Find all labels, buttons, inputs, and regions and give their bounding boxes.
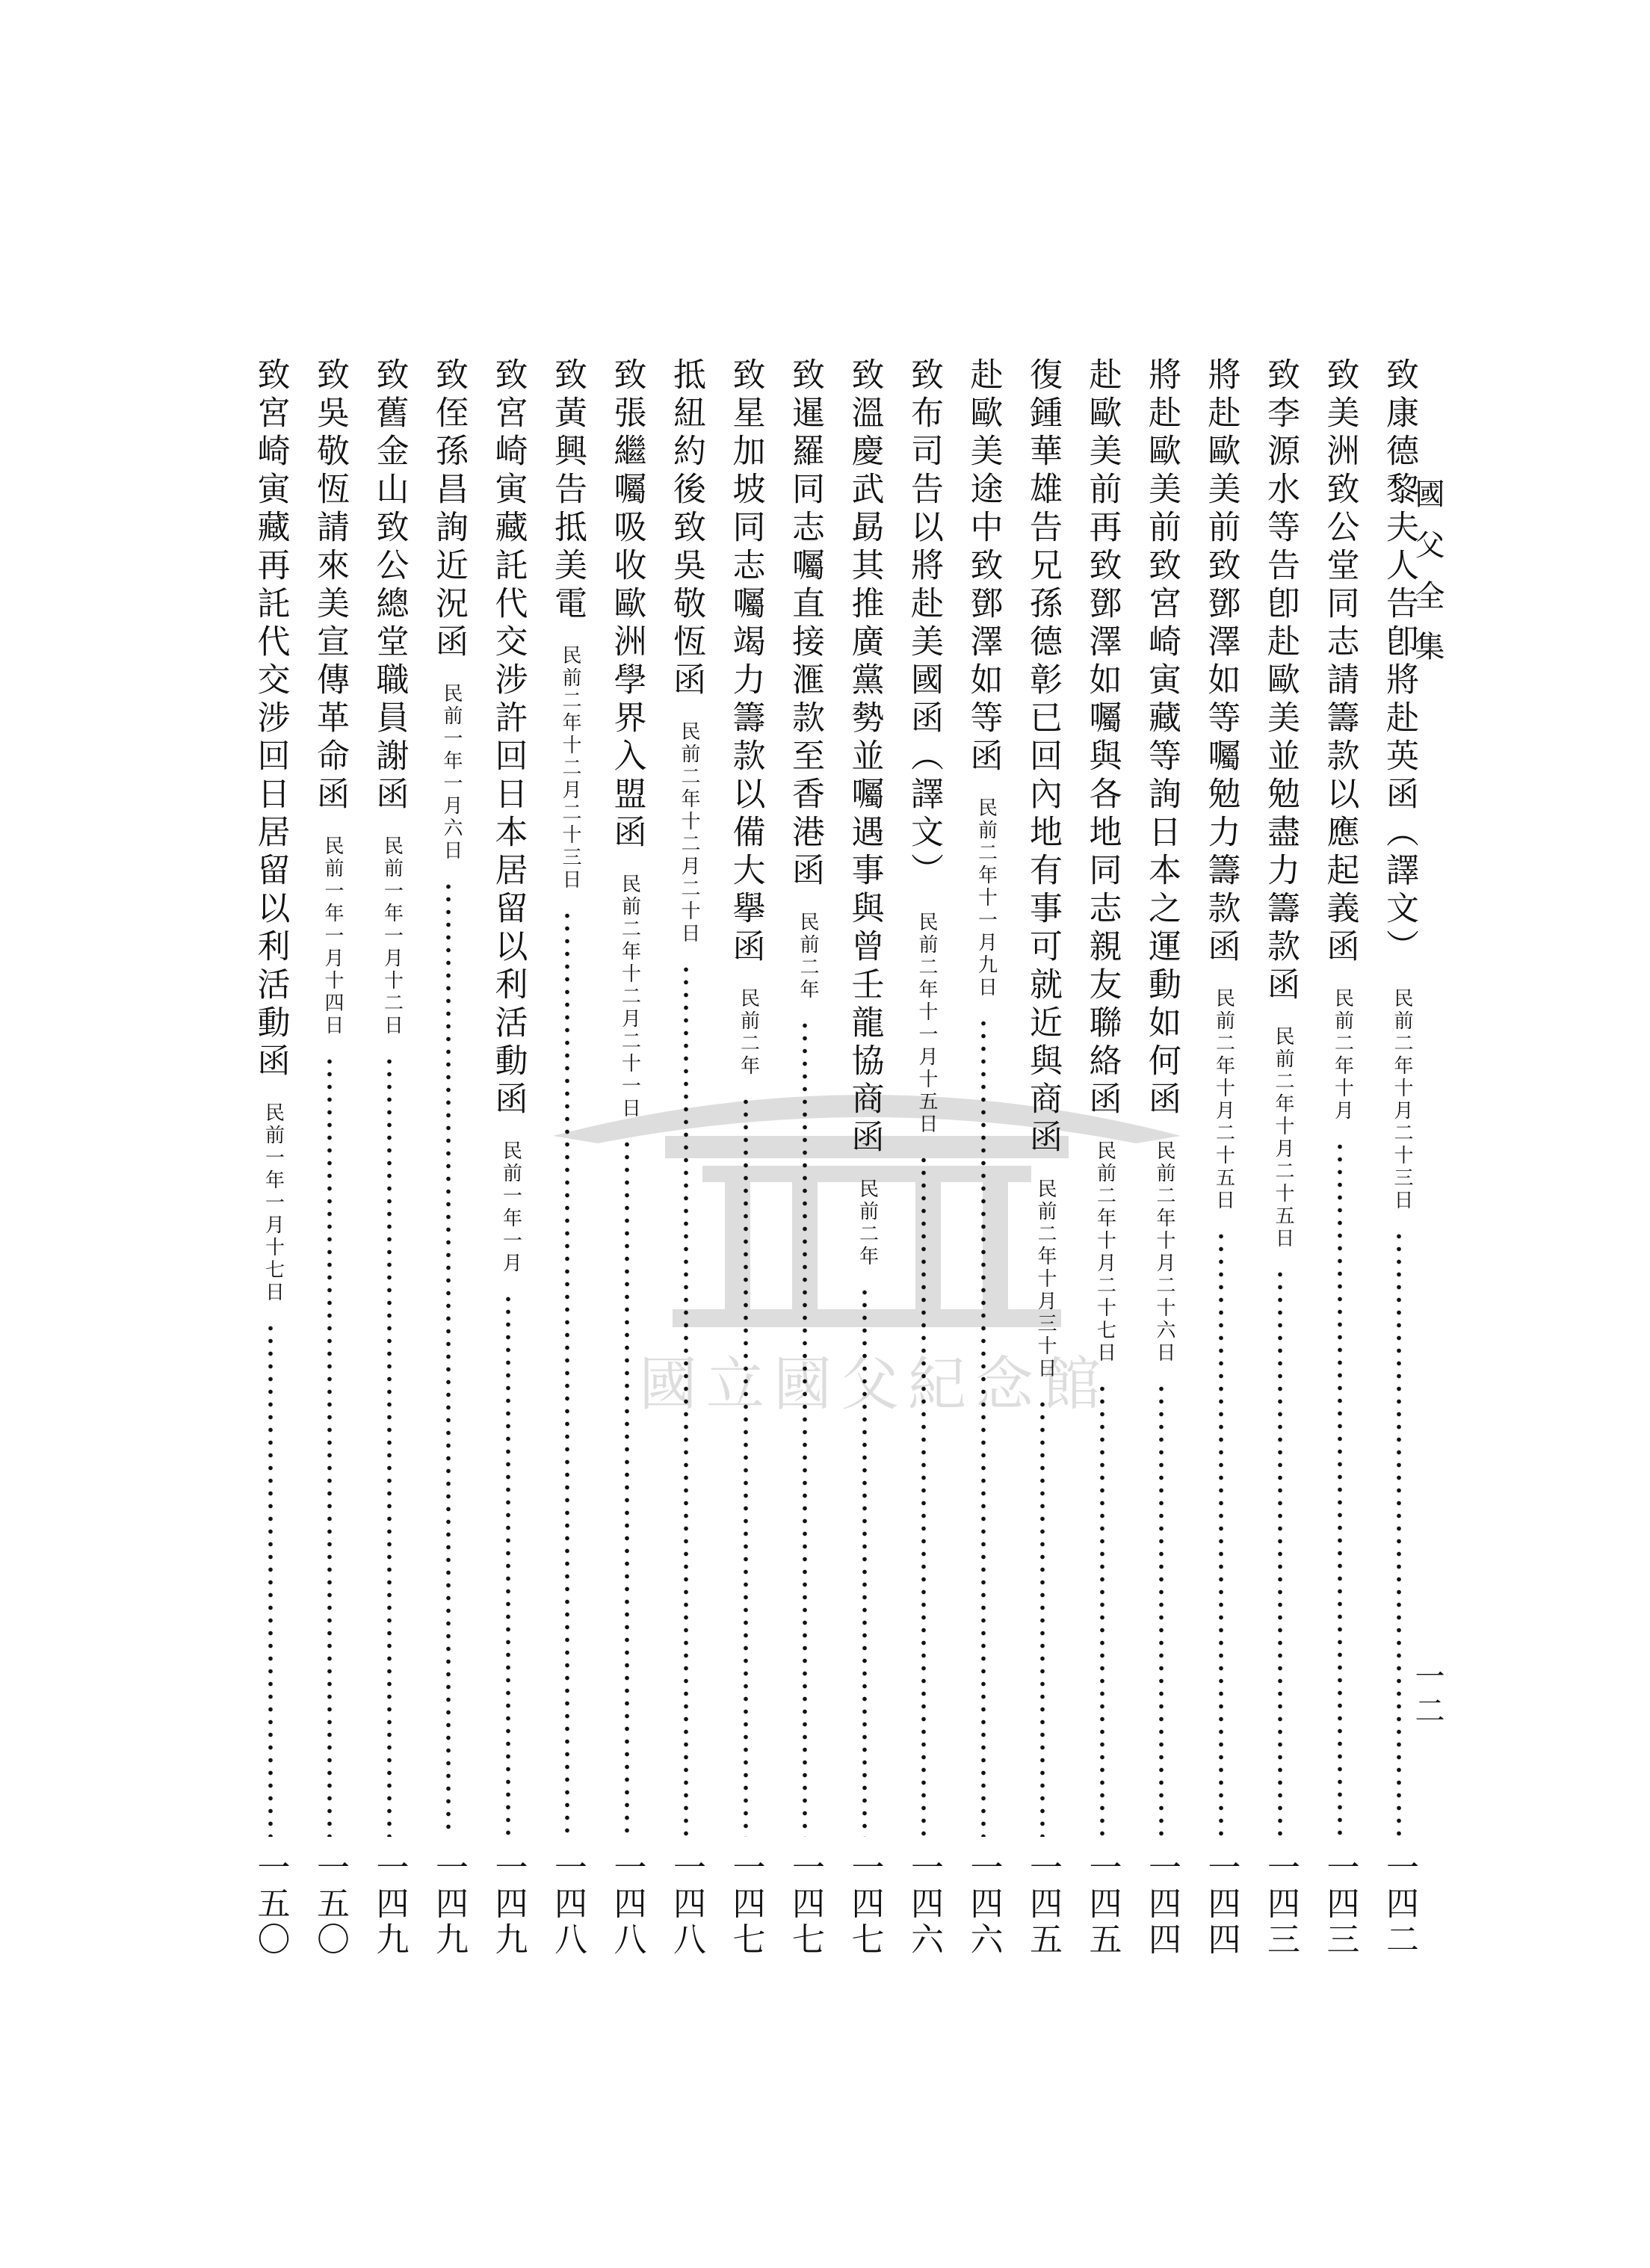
- toc-entry: [1313, 357, 1367, 2001]
- toc-entry: [659, 357, 713, 2001]
- entry-title: 致張繼囑吸收歐洲學界入盟函: [608, 357, 646, 853]
- entry-date: 民前二年十二月二十三日: [559, 645, 581, 892]
- entry-page-number: 一四八: [608, 1850, 646, 1958]
- entry-title: 致康德黎夫人告卽將赴英函（譯文）: [1380, 357, 1418, 967]
- entry-title: 致黃興告抵美電: [549, 357, 587, 624]
- toc-entry: [957, 357, 1010, 2001]
- toc-entry: [1134, 357, 1188, 2001]
- toc-entry: [244, 357, 297, 2001]
- entry-title: 致布司告以將赴美國函（譯文）: [905, 357, 943, 891]
- entry-page-number: 一四八: [667, 1850, 705, 1958]
- toc-entry: [540, 357, 594, 2001]
- entry-date: 民前二年十一月十五日: [915, 912, 938, 1136]
- entry-title: 將赴歐美前致鄧澤如等囑勉力籌款函: [1202, 357, 1240, 967]
- toc-entry: [719, 357, 773, 2001]
- entry-date: 民前一年一月: [499, 1140, 522, 1275]
- dot-leader: [1335, 1140, 1344, 1837]
- dot-leader: [860, 1286, 869, 1837]
- dot-leader: [1394, 1230, 1403, 1837]
- toc-entry: [1016, 357, 1069, 2001]
- entry-page-number: 一四二: [1380, 1850, 1418, 1958]
- entry-title: 致宮崎寅藏託代交涉許回日本居留以利活動函: [489, 357, 528, 1119]
- toc-entry: [303, 357, 356, 2001]
- entry-page-number: 一四七: [726, 1850, 765, 1958]
- entry-title: 復鍾華雄告兄孫德彰已回內地有事可就近與商函: [1024, 357, 1062, 1158]
- entry-page-number: 一四八: [549, 1850, 587, 1958]
- running-header-title: 國父全集: [1410, 478, 1444, 682]
- entry-date: 民前二年: [797, 912, 819, 1001]
- dot-leader: [800, 1019, 809, 1837]
- toc-entry: [1372, 357, 1426, 2001]
- entry-title: 致李源水等告卽赴歐美並勉盡力籌款函: [1261, 357, 1300, 1005]
- toc-entry: [481, 357, 535, 2001]
- entry-page-number: 一四九: [370, 1850, 409, 1958]
- entry-page-number: 一四六: [964, 1850, 1003, 1958]
- entry-date: 民前二年十月二十六日: [1153, 1140, 1175, 1365]
- dot-leader: [1217, 1230, 1226, 1837]
- entry-date: 民前一年一月十七日: [262, 1102, 285, 1304]
- entry-page-number: 一四三: [1320, 1850, 1359, 1958]
- dot-leader: [919, 1154, 928, 1837]
- dot-leader: [622, 1138, 631, 1837]
- entry-date: 民前二年十月: [1331, 988, 1354, 1122]
- entry-date: 民前二年十一月九日: [974, 797, 998, 999]
- dot-leader: [385, 1055, 394, 1837]
- dot-leader: [325, 1055, 334, 1837]
- entry-date: 民前一年一月十四日: [321, 835, 344, 1037]
- dot-leader: [444, 880, 453, 1837]
- entry-title: 赴歐美前再致鄧澤如囑與各地同志親友聯絡函: [1083, 357, 1122, 1119]
- entry-title: 致宮崎寅藏再託代交涉回日居留以利活動函: [251, 357, 290, 1081]
- entry-title: 致侄孫昌詢近況函: [430, 357, 468, 662]
- entry-date: 民前二年十月二十三日: [1391, 988, 1413, 1212]
- entry-date: 民前二年十月三十日: [1034, 1178, 1057, 1380]
- entry-page-number: 一四三: [1261, 1850, 1300, 1958]
- dot-leader: [741, 1096, 750, 1837]
- entry-title: 赴歐美途中致鄧澤如等函: [964, 357, 1003, 776]
- entry-title: 致溫慶武勗其推廣黨勢並囑遇事與曾壬龍協商函: [845, 357, 884, 1158]
- entry-title: 致美洲致公堂同志請籌款以應起義函: [1320, 357, 1359, 967]
- entry-date: 民前二年十二月二十一日: [618, 874, 641, 1120]
- page-number: 一二: [1410, 1660, 1444, 1729]
- toc-entry: [1075, 357, 1129, 2001]
- entry-title: 致暹羅同志囑直接滙款至香港函: [786, 357, 824, 891]
- watermark-text: 國立國父紀念館: [638, 1351, 1110, 1418]
- dot-leader: [1098, 1382, 1107, 1837]
- entry-date: 民前二年十月二十七日: [1093, 1140, 1116, 1365]
- entry-page-number: 一四九: [489, 1850, 528, 1958]
- dot-leader: [1276, 1268, 1285, 1837]
- toc-entry: [778, 357, 832, 2001]
- entry-page-number: 一四四: [1202, 1850, 1240, 1958]
- entry-title: 致舊金山致公總堂職員謝函: [370, 357, 409, 815]
- entry-page-number: 一四五: [1024, 1850, 1062, 1958]
- dot-leader: [504, 1293, 513, 1837]
- entry-page-number: 一四四: [1143, 1850, 1181, 1958]
- toc-entry: [897, 357, 951, 2001]
- entry-page-number: 一四九: [430, 1850, 468, 1958]
- toc-entry: [1194, 357, 1248, 2001]
- entry-title: 致星加坡同志囑竭力籌款以備大擧函: [726, 357, 765, 967]
- entry-page-number: 一四七: [845, 1850, 884, 1958]
- toc-entry: [362, 357, 416, 2001]
- entry-page-number: 一五〇: [311, 1850, 349, 1958]
- dot-leader: [1038, 1398, 1047, 1837]
- entry-title: 將赴歐美前致宮崎寅藏等詢日本之運動如何函: [1143, 357, 1181, 1119]
- toc-entry: [1253, 357, 1307, 2001]
- entry-date: 民前二年十月二十五日: [1272, 1026, 1294, 1250]
- entry-date: 民前一年一月十二日: [380, 835, 404, 1037]
- entry-date: 民前一年一月六日: [440, 683, 463, 862]
- dot-leader: [682, 963, 690, 1837]
- entry-date: 民前二年: [737, 988, 760, 1078]
- entry-title: 抵紐約後致吳敬恆函: [667, 357, 705, 700]
- entry-page-number: 一五〇: [251, 1850, 290, 1958]
- entry-date: 民前二年十月二十五日: [1212, 988, 1235, 1212]
- dot-leader: [979, 1017, 988, 1837]
- dot-leader: [563, 909, 572, 1837]
- entry-date: 民前二年十二月二十日: [678, 721, 700, 945]
- toc-entry: [838, 357, 892, 2001]
- dot-leader: [266, 1322, 275, 1837]
- entry-page-number: 一四五: [1083, 1850, 1122, 1958]
- entry-title: 致吳敬恆請來美宣傳革命函: [311, 357, 349, 815]
- toc-entry: [600, 357, 654, 2001]
- dot-leader: [1157, 1382, 1166, 1837]
- entry-page-number: 一四七: [786, 1850, 824, 1958]
- toc-entry: [421, 357, 475, 2001]
- entry-page-number: 一四六: [905, 1850, 943, 1958]
- entry-date: 民前二年: [856, 1178, 879, 1268]
